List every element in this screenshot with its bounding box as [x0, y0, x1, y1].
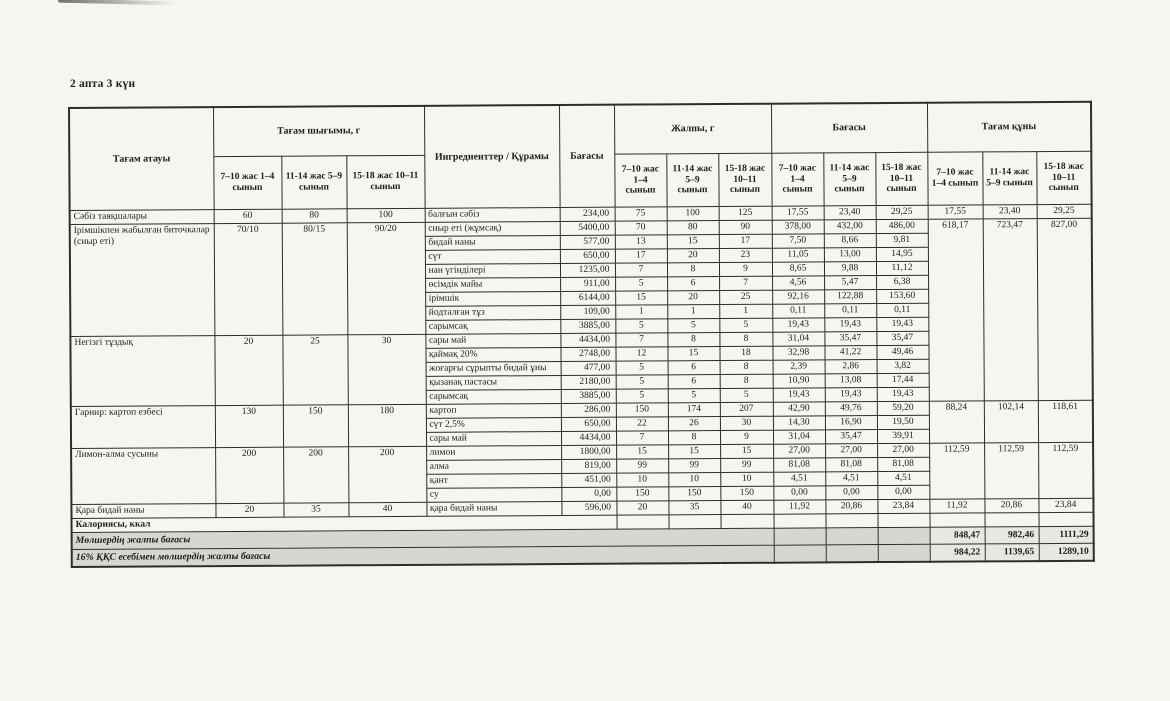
- footer-empty-cell: [669, 515, 721, 529]
- sum-cell: 4,51: [773, 472, 825, 486]
- sum-cell: 35,47: [824, 332, 876, 346]
- qty-cell: 8: [719, 332, 772, 346]
- sum-cell: 42,90: [773, 402, 825, 416]
- qty-cell: 7: [615, 333, 667, 347]
- sum-cell: 49,46: [876, 345, 928, 359]
- dish-name-cell: Лимон-алма сусыны: [71, 448, 215, 505]
- footer-total-cell: 1139,65: [985, 544, 1039, 562]
- ingredient-cell: сары май: [425, 333, 560, 348]
- qty-cell: 99: [616, 459, 668, 473]
- unit-price-cell: 477,00: [561, 361, 616, 375]
- age-col-header: 7–10 жас 1–4 сынып: [614, 154, 666, 207]
- qty-cell: 10: [616, 473, 668, 487]
- qty-cell: 20: [667, 291, 719, 305]
- qty-cell: 6: [668, 361, 720, 375]
- portion-cell: 70/10: [214, 223, 283, 335]
- menu-table-container: [68, 101, 1095, 568]
- sum-cell: 11,05: [772, 248, 824, 262]
- qty-cell: 7: [719, 276, 772, 290]
- qty-cell: 8: [667, 333, 719, 347]
- qty-cell: 150: [720, 486, 773, 500]
- sum-cell: 31,04: [772, 332, 824, 346]
- sum-cell: 19,43: [773, 388, 825, 402]
- ingredient-cell: алма: [426, 459, 561, 474]
- sum-cell: 17,44: [877, 373, 929, 387]
- sum-cell: 23,84: [877, 499, 929, 513]
- unit-price-cell: 4434,00: [561, 431, 616, 445]
- unit-price-cell: 4434,00: [560, 333, 615, 347]
- qty-cell: 7: [615, 263, 667, 277]
- qty-cell: 8: [668, 431, 720, 445]
- qty-cell: 1: [615, 305, 667, 319]
- footer-total-cell: 1289,10: [1039, 543, 1094, 561]
- sum-cell: 378,00: [772, 220, 824, 234]
- qty-cell: 6: [667, 277, 719, 291]
- sum-cell: 39,91: [877, 429, 929, 443]
- ingredient-cell: су: [426, 487, 561, 502]
- sum-cell: 9,81: [876, 233, 928, 247]
- sum-cell: 59,20: [877, 401, 929, 415]
- sum-cell: 19,43: [772, 318, 824, 332]
- qty-cell: 23: [719, 248, 772, 262]
- sum-cell: 35,47: [876, 331, 928, 345]
- unit-price-cell: 819,00: [561, 459, 616, 473]
- sum-cell: 5,47: [824, 276, 876, 290]
- unit-price-cell: 451,00: [561, 473, 616, 487]
- dish-name-cell: Гарнир: картоп езбесі: [71, 406, 215, 449]
- sum-cell: 81,08: [877, 457, 929, 471]
- sum-cell: 32,98: [772, 346, 824, 360]
- portion-cell: 60: [214, 209, 282, 223]
- portion-cell: 80/15: [282, 223, 348, 335]
- sum-cell: 10,90: [773, 374, 825, 388]
- sum-cell: 9,88: [824, 262, 876, 276]
- sum-cell: 81,08: [773, 458, 825, 472]
- qty-cell: 100: [667, 207, 719, 221]
- dish-cost-cell: 88,24: [929, 401, 984, 443]
- ingredient-cell: қара бидай наны: [426, 501, 561, 516]
- qty-cell: 22: [616, 417, 668, 431]
- ingredient-cell: йодталған тұз: [425, 305, 560, 320]
- portion-cell: 150: [283, 405, 348, 447]
- sum-cell: 35,47: [825, 430, 877, 444]
- sum-cell: 23,40: [824, 206, 876, 220]
- footer-empty-cell: [617, 515, 669, 529]
- sum-cell: 432,00: [824, 220, 876, 234]
- sum-cell: 19,43: [824, 318, 876, 332]
- qty-cell: 6: [668, 375, 720, 389]
- dish-name-cell: Ірімшікпен жабылған биточкалар (сиыр еті): [70, 224, 215, 337]
- qty-cell: 5: [667, 319, 719, 333]
- qty-cell: 1: [719, 304, 772, 318]
- ingredient-cell: өсімдік майы: [425, 277, 560, 292]
- age-col-header: 7–10 жас 1–4 сынып: [213, 156, 281, 209]
- sum-cell: 19,43: [877, 387, 929, 401]
- portion-cell: 180: [348, 404, 426, 446]
- age-col-header: 15-18 жас 10–11 сынып: [346, 155, 424, 208]
- qty-cell: 99: [668, 459, 720, 473]
- ingredient-cell: бидай наны: [425, 235, 560, 250]
- qty-cell: 5: [616, 389, 668, 403]
- qty-cell: 13: [615, 235, 667, 249]
- qty-cell: 15: [615, 291, 667, 305]
- qty-cell: 70: [615, 221, 667, 235]
- footer-empty-cell: [774, 514, 826, 528]
- age-col-header: 7–10 жас 1–4 сынып: [771, 153, 823, 206]
- unit-price-cell: 911,00: [560, 277, 615, 291]
- sum-cell: 41,22: [824, 346, 876, 360]
- dish-name-cell: Негізгі тұздық: [70, 336, 214, 407]
- qty-cell: 5: [616, 361, 668, 375]
- ingredient-cell: қызанақ пастасы: [426, 375, 561, 390]
- unit-price-cell: 109,00: [560, 305, 615, 319]
- sum-cell: 4,56: [772, 276, 824, 290]
- footer-empty-cell: [826, 528, 878, 545]
- sum-cell: 0,11: [772, 304, 824, 318]
- qty-cell: 15: [667, 347, 719, 361]
- qty-cell: 5: [719, 318, 772, 332]
- age-col-header: 15-18 жас 10–11 сынып: [875, 152, 927, 205]
- qty-cell: 15: [667, 235, 719, 249]
- menu-table: [68, 101, 1095, 568]
- sum-cell: 31,04: [773, 430, 825, 444]
- sum-cell: 92,16: [772, 290, 824, 304]
- dish-cost-cell: 17,55: [928, 205, 983, 219]
- unit-price-cell: 234,00: [560, 207, 615, 221]
- ingredient-cell: сарымсақ: [425, 319, 560, 334]
- qty-cell: 40: [720, 500, 773, 514]
- age-col-header: 11-14 жас 5–9 сынып: [666, 154, 718, 207]
- unit-price-cell: 3885,00: [561, 389, 616, 403]
- ingredient-cell: лимон: [426, 445, 561, 460]
- qty-cell: 8: [720, 360, 773, 374]
- qty-cell: 26: [668, 417, 720, 431]
- age-col-header: 15-18 жас 10–11 сынып: [1036, 151, 1091, 204]
- dish-cost-cell: 827,00: [1037, 218, 1093, 400]
- qty-cell: 5: [616, 375, 668, 389]
- dish-cost-cell: 618,17: [928, 219, 984, 401]
- table-header: [69, 102, 1092, 211]
- sum-cell: 0,00: [825, 486, 877, 500]
- unit-price-cell: 1235,00: [560, 263, 615, 277]
- footer-empty-cell: [826, 545, 878, 563]
- qty-cell: 10: [720, 472, 773, 486]
- ingredient-cell: сүт: [425, 249, 560, 264]
- dish-cost-cell: 23,40: [983, 205, 1037, 219]
- sum-cell: 19,50: [877, 415, 929, 429]
- scan-artifact: [58, 0, 178, 5]
- qty-cell: 5: [615, 319, 667, 333]
- qty-cell: 5: [668, 389, 720, 403]
- dish-cost-cell: 23,84: [1038, 498, 1093, 512]
- col-group-price: Бағасы: [771, 103, 927, 153]
- portion-cell: 200: [215, 447, 283, 503]
- ingredient-cell: сары май: [426, 431, 561, 446]
- unit-price-cell: 5400,00: [560, 221, 615, 235]
- col-header-price: Бағасы: [559, 105, 615, 208]
- dish-cost-cell: 723,47: [983, 219, 1038, 401]
- col-group-yield: Тағам шығымы, г: [213, 106, 424, 157]
- portion-cell: 200: [283, 447, 348, 503]
- footer-label-cell: Калориясы, ккал: [72, 515, 617, 532]
- sum-cell: 11,92: [773, 500, 825, 514]
- footer-empty-cell: [930, 513, 985, 527]
- qty-cell: 207: [720, 402, 773, 416]
- sum-cell: 13,08: [825, 374, 877, 388]
- footer-total-cell: 982,46: [985, 527, 1039, 544]
- qty-cell: 75: [615, 207, 667, 221]
- qty-cell: 7: [616, 431, 668, 445]
- qty-cell: 18: [719, 346, 772, 360]
- col-group-total: Жалпы, г: [614, 104, 771, 154]
- sum-cell: 81,08: [825, 458, 877, 472]
- qty-cell: 17: [719, 234, 772, 248]
- footer-empty-cell: [985, 513, 1039, 527]
- qty-cell: 5: [615, 277, 667, 291]
- qty-cell: 20: [616, 501, 668, 515]
- sum-cell: 8,66: [824, 234, 876, 248]
- sum-cell: 122,88: [824, 290, 876, 304]
- sum-cell: 17,55: [772, 206, 824, 220]
- sum-cell: 6,38: [876, 275, 928, 289]
- portion-cell: 130: [215, 405, 283, 447]
- qty-cell: 8: [720, 374, 773, 388]
- footer-empty-cell: [774, 528, 826, 545]
- dish-cost-cell: 11,92: [929, 499, 984, 513]
- ingredient-cell: қаймақ 20%: [425, 347, 560, 362]
- unit-price-cell: 3885,00: [560, 319, 615, 333]
- sum-cell: 7,50: [772, 234, 824, 248]
- sum-cell: 27,00: [877, 443, 929, 457]
- sum-cell: 8,65: [772, 262, 824, 276]
- footer-empty-cell: [826, 514, 878, 528]
- qty-cell: 15: [668, 445, 720, 459]
- qty-cell: 30: [720, 416, 773, 430]
- dish-cost-cell: 29,25: [1037, 204, 1092, 218]
- qty-cell: 1: [667, 305, 719, 319]
- footer-empty-cell: [878, 544, 930, 562]
- col-group-cost: Тағам құны: [927, 102, 1091, 153]
- sum-cell: 27,00: [773, 444, 825, 458]
- portion-cell: 40: [348, 502, 426, 516]
- dish-cost-cell: 112,59: [929, 443, 984, 499]
- col-header-ingredients: Ингредиенттер / Құрамы: [424, 105, 560, 208]
- portion-cell: 35: [283, 503, 348, 517]
- ingredient-cell: нан үгінділері: [425, 263, 560, 278]
- ingredient-cell: картоп: [426, 403, 561, 418]
- sum-cell: 14,30: [773, 416, 825, 430]
- age-col-header: 11-14 жас 5–9 сынып: [281, 156, 346, 209]
- ingredient-cell: сарымсақ: [426, 389, 561, 404]
- unit-price-cell: 577,00: [560, 235, 615, 249]
- qty-cell: 99: [720, 458, 773, 472]
- sum-cell: 0,00: [773, 486, 825, 500]
- qty-cell: 150: [616, 403, 668, 417]
- dish-name-cell: Қара бидай наны: [71, 504, 215, 519]
- sum-cell: 4,51: [825, 472, 877, 486]
- sum-cell: 2,39: [773, 360, 825, 374]
- qty-cell: 8: [667, 263, 719, 277]
- sum-cell: 0,00: [877, 485, 929, 499]
- unit-price-cell: 650,00: [560, 249, 615, 263]
- age-col-header: 15-18 жас 10–11 сынып: [718, 153, 771, 206]
- qty-cell: 35: [668, 501, 720, 515]
- qty-cell: 17: [615, 249, 667, 263]
- dish-cost-cell: 102,14: [984, 401, 1038, 443]
- footer-label-cell: 16% ҚҚС есебімен мөлшердің жалпы бағасы: [72, 545, 774, 567]
- sum-cell: 153,60: [876, 289, 928, 303]
- qty-cell: 20: [667, 249, 719, 263]
- age-col-header: 11-14 жас 5–9 сынып: [823, 153, 875, 206]
- qty-cell: 150: [616, 487, 668, 501]
- menu-table-body: [70, 204, 1094, 567]
- sum-cell: 49,76: [825, 402, 877, 416]
- footer-empty-cell: [878, 513, 930, 527]
- footer-total-cell: 984,22: [930, 544, 985, 562]
- qty-cell: 150: [668, 487, 720, 501]
- footer-empty-cell: [721, 514, 774, 528]
- ingredient-cell: сүт 2,5%: [426, 417, 561, 432]
- qty-cell: 5: [720, 388, 773, 402]
- age-col-header: 7–10 жас 1–4 сынып: [927, 152, 982, 205]
- footer-total-cell: 1111,29: [1039, 526, 1094, 543]
- qty-cell: 125: [719, 206, 772, 220]
- sum-cell: 0,11: [824, 304, 876, 318]
- sum-cell: 27,00: [825, 444, 877, 458]
- dish-cost-cell: 112,59: [984, 443, 1038, 499]
- qty-cell: 12: [615, 347, 667, 361]
- sum-cell: 14,95: [876, 247, 928, 261]
- sum-cell: 486,00: [876, 219, 928, 233]
- portion-cell: 200: [348, 446, 426, 502]
- footer-empty-cell: [774, 545, 826, 563]
- portion-cell: 25: [282, 335, 347, 405]
- portion-cell: 20: [214, 335, 282, 405]
- sum-cell: 20,86: [825, 500, 877, 514]
- page-title: 2 апта 3 күн: [70, 78, 136, 90]
- dish-cost-cell: 118,61: [1038, 400, 1093, 442]
- unit-price-cell: 2748,00: [560, 347, 615, 361]
- dish-cost-cell: 20,86: [984, 499, 1038, 513]
- qty-cell: 15: [616, 445, 668, 459]
- ingredient-cell: сиыр еті (жұмсақ): [425, 221, 560, 236]
- qty-cell: 15: [720, 444, 773, 458]
- sum-cell: 19,43: [876, 317, 928, 331]
- portion-cell: 90/20: [347, 222, 426, 334]
- footer-empty-cell: [878, 527, 930, 544]
- unit-price-cell: 650,00: [561, 417, 616, 431]
- sum-cell: 2,86: [825, 360, 877, 374]
- ingredient-cell: қант: [426, 473, 561, 488]
- sum-cell: 11,12: [876, 261, 928, 275]
- qty-cell: 10: [668, 473, 720, 487]
- unit-price-cell: 6144,00: [560, 291, 615, 305]
- sum-cell: 19,43: [825, 388, 877, 402]
- unit-price-cell: 286,00: [561, 403, 616, 417]
- dish-name-cell: Сәбіз таяқшалары: [70, 210, 214, 225]
- unit-price-cell: 1800,00: [561, 445, 616, 459]
- sum-cell: 3,82: [877, 359, 929, 373]
- footer-total-cell: 848,47: [930, 527, 985, 544]
- footer-empty-cell: [1039, 512, 1094, 526]
- qty-cell: 90: [719, 220, 772, 234]
- sum-cell: 4,51: [877, 471, 929, 485]
- qty-cell: 174: [668, 403, 720, 417]
- qty-cell: 9: [719, 262, 772, 276]
- sum-cell: 13,00: [824, 248, 876, 262]
- portion-cell: 100: [347, 208, 425, 222]
- ingredient-cell: ірімшік: [425, 291, 560, 306]
- qty-cell: 9: [720, 430, 773, 444]
- footer-label-cell: Мөлшердің жалпы бағасы: [72, 528, 774, 549]
- age-col-header: 11-14 жас 5–9 сынып: [982, 152, 1036, 205]
- portion-cell: 20: [215, 503, 283, 517]
- sum-cell: 16,90: [825, 416, 877, 430]
- unit-price-cell: 2180,00: [561, 375, 616, 389]
- sum-cell: 29,25: [876, 205, 928, 219]
- portion-cell: 80: [282, 209, 347, 223]
- unit-price-cell: 0,00: [561, 487, 616, 501]
- portion-cell: 30: [347, 334, 425, 404]
- col-header-dish: Тағам атауы: [69, 107, 214, 210]
- ingredient-cell: балғын сәбіз: [425, 207, 560, 222]
- qty-cell: 80: [667, 221, 719, 235]
- sum-cell: 0,11: [876, 303, 928, 317]
- qty-cell: 25: [719, 290, 772, 304]
- ingredient-cell: жоғарғы сұрыпты бидай ұны: [426, 361, 561, 376]
- dish-cost-cell: 112,59: [1038, 442, 1093, 498]
- unit-price-cell: 596,00: [561, 501, 616, 515]
